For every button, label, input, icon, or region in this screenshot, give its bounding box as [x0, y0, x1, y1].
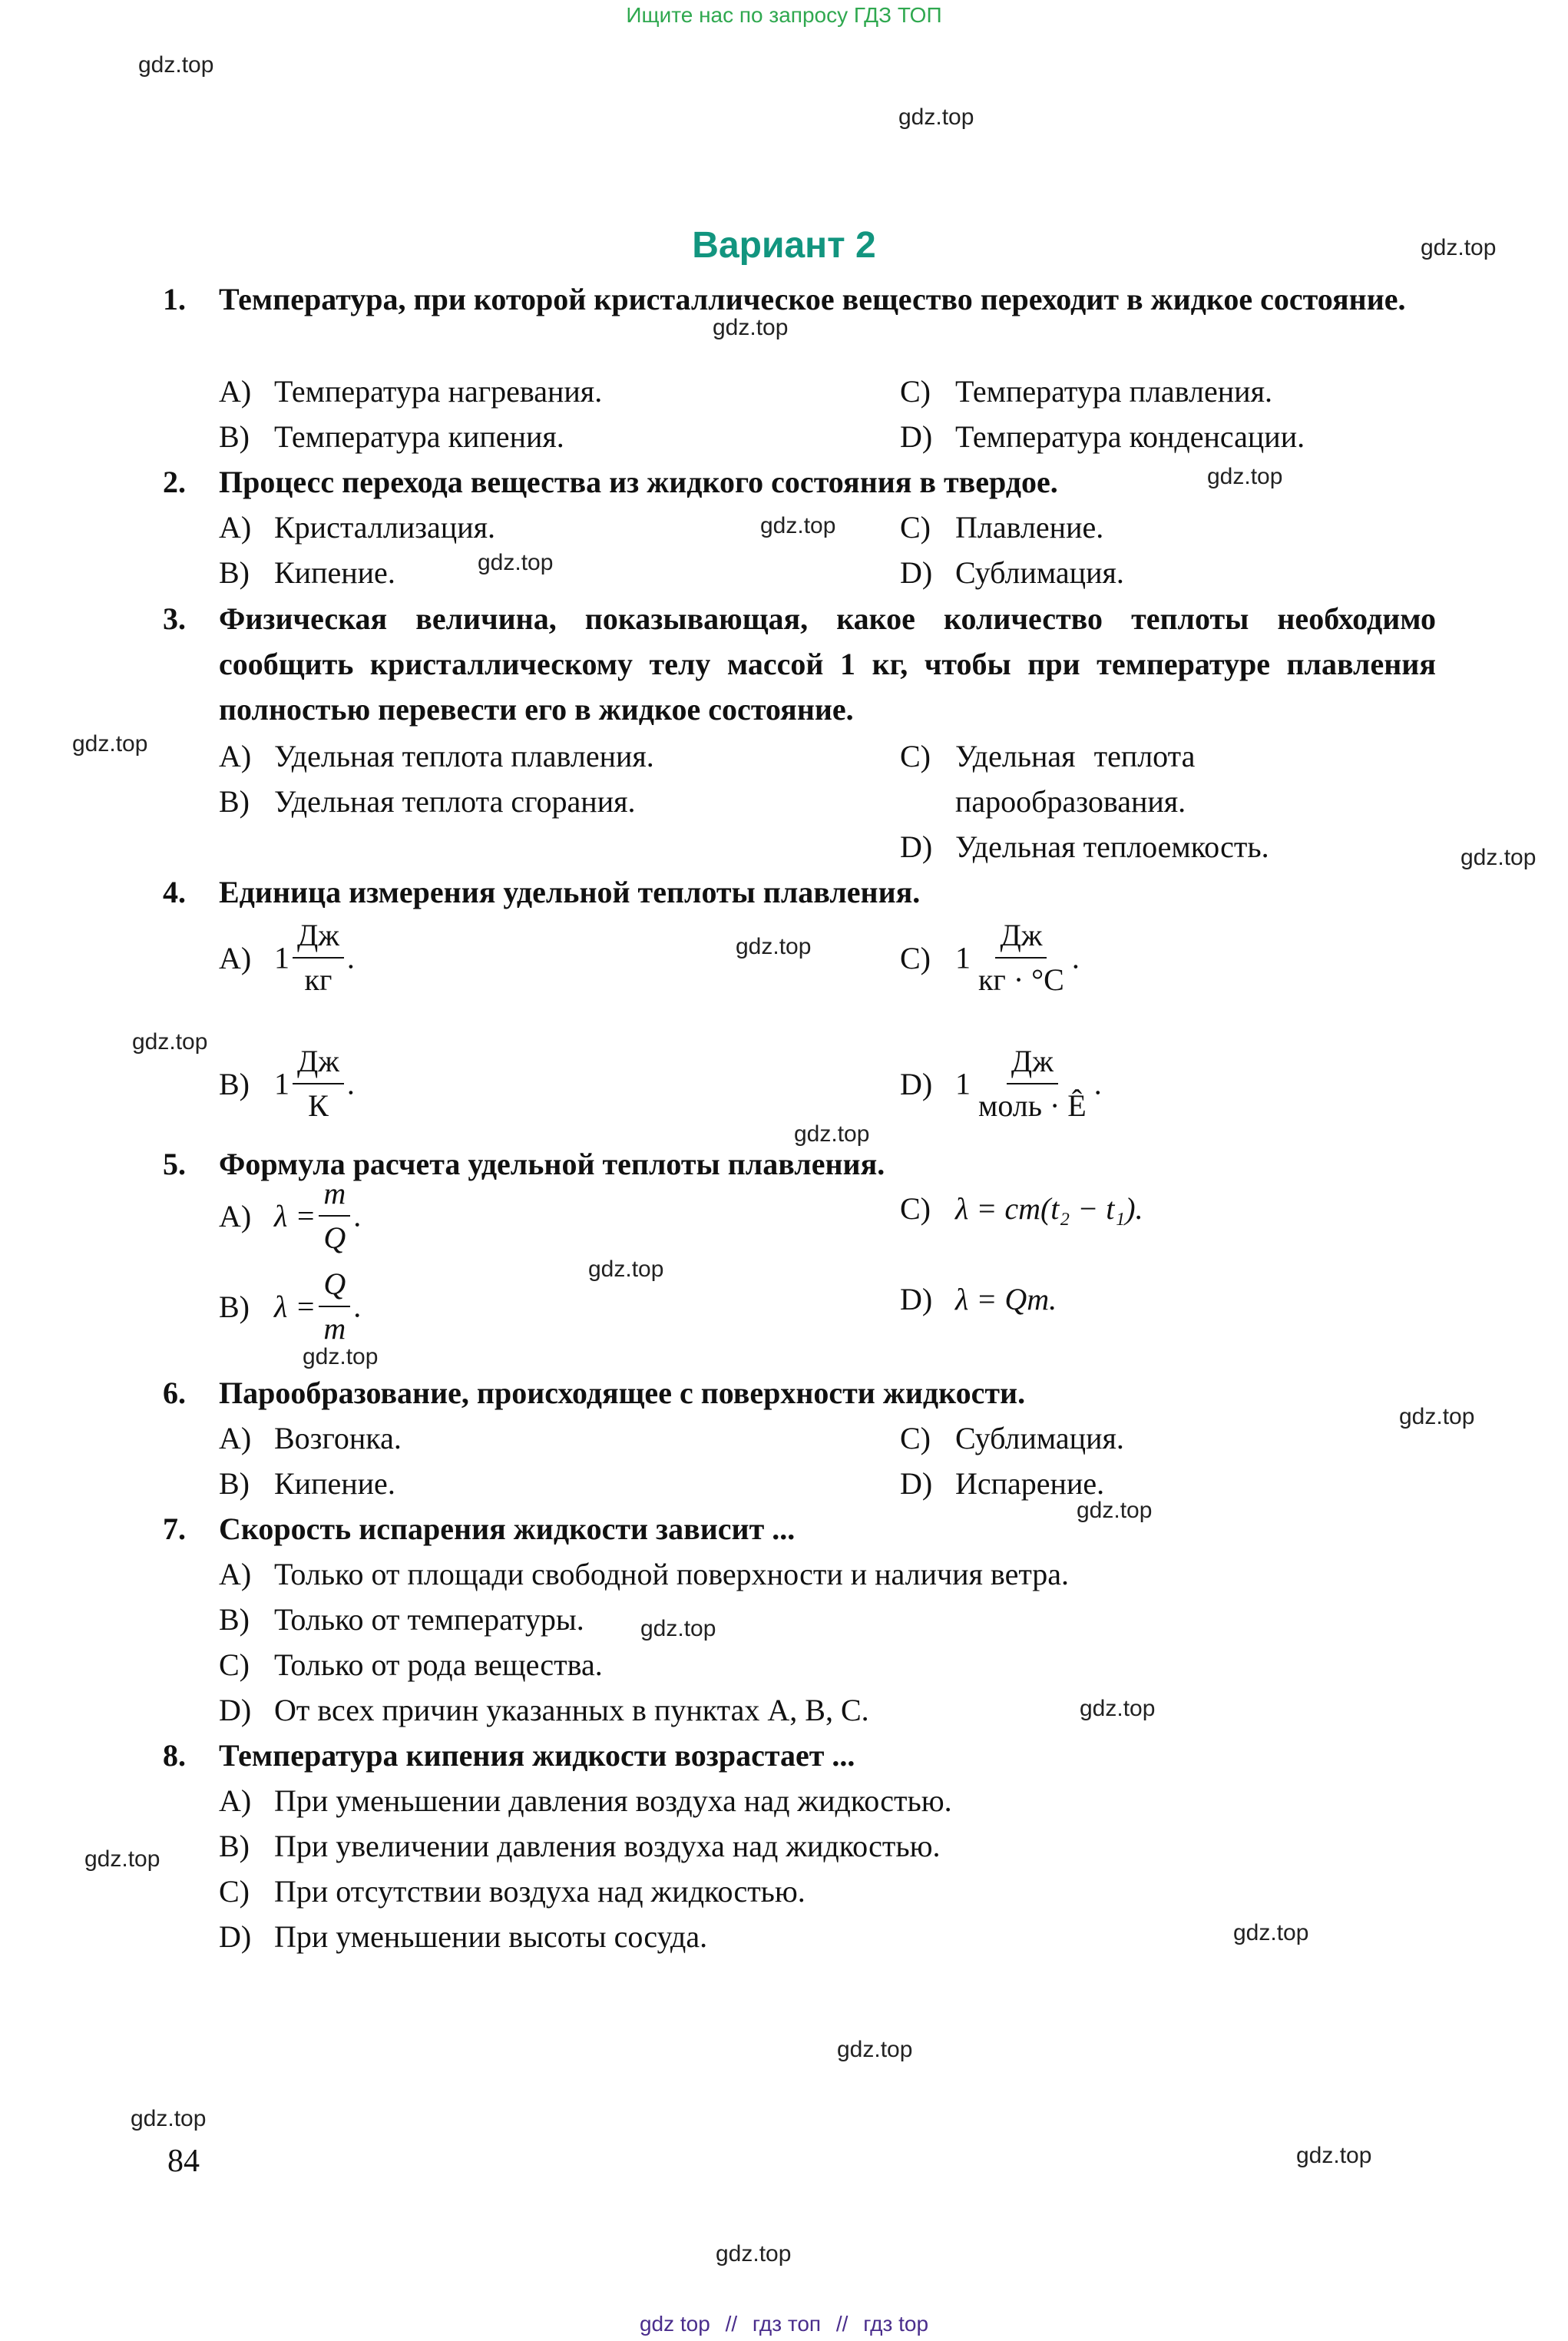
numerator: Дж: [1007, 1041, 1058, 1084]
fraction: [974, 1041, 1091, 1126]
option-d[interactable]: D) 1 $\frac{Дж}{\text{моль · Ê}}$ .: [900, 1041, 1102, 1126]
option-text: При отсутствии воздуха над жидкостью.: [274, 1874, 806, 1909]
fraction: [319, 1264, 350, 1349]
option-b[interactable]: [219, 550, 395, 595]
option-a[interactable]: [219, 369, 602, 414]
watermark: gdz.top: [837, 2037, 913, 2062]
option-b[interactable]: [219, 1461, 395, 1506]
watermark: gdz.top: [1460, 845, 1537, 870]
option-c[interactable]: [900, 505, 1103, 550]
fraction: [293, 916, 344, 1000]
watermark: gdz.top: [794, 1121, 870, 1147]
option-b[interactable]: B) λ = $\frac{Q}{m}$ .: [219, 1264, 361, 1349]
option-d[interactable]: [900, 550, 1124, 595]
watermark: gdz.top: [72, 731, 148, 757]
denominator: кг: [304, 962, 332, 997]
option-c[interactable]: C) 1 $\frac{Дж}{кг \cdot ^\circ С}$ .: [900, 916, 1080, 1000]
coefficient: 1: [955, 940, 971, 975]
footer-links: [0, 2312, 1568, 2336]
option-c[interactable]: [219, 1869, 806, 1914]
option-text: Удельная теплота парообразования.: [955, 739, 1196, 819]
watermark: gdz.top: [716, 2241, 792, 2266]
option-text: Только от рода вещества.: [274, 1647, 603, 1682]
watermark: gdz.top: [1296, 2143, 1372, 2168]
option-letter: A): [219, 374, 252, 409]
question-number: 8.: [163, 1738, 186, 1773]
fraction: [319, 1174, 350, 1258]
option-letter: A): [219, 1557, 252, 1591]
option-letter: B): [219, 1829, 250, 1863]
coefficient: 1: [274, 1066, 289, 1101]
question-text: Единица измерения удельной теплоты плавления.: [219, 875, 921, 909]
option-letter: A): [219, 940, 252, 975]
option-letter: B): [219, 784, 250, 819]
denominator: m: [323, 1311, 346, 1346]
numerator: Дж: [293, 916, 344, 959]
denominator: кг · °С: [978, 962, 1064, 997]
denominator: К: [308, 1088, 329, 1123]
option-text: При увеличении давления воздуха над жидкостью.: [274, 1829, 941, 1863]
option-a[interactable]: [219, 1778, 952, 1823]
option-c[interactable]: [900, 1186, 1143, 1231]
option-letter: B): [219, 1466, 250, 1501]
option-a[interactable]: [219, 505, 495, 550]
footer-separator: //: [835, 2312, 849, 2336]
watermark: gdz.top: [303, 1344, 379, 1369]
option-letter: A): [219, 739, 252, 773]
coefficient: 1: [274, 940, 289, 975]
fraction: [974, 916, 1069, 1000]
option-d[interactable]: [900, 1276, 1057, 1322]
question-6: [0, 1370, 1568, 1416]
question-number: 7.: [163, 1512, 186, 1546]
option-text: Только от площади свободной поверхности и наличия ветра.: [274, 1557, 1070, 1591]
numerator: Дж: [995, 916, 1047, 959]
option-letter: A): [219, 1421, 252, 1455]
option-text: Температура нагревания.: [274, 374, 603, 409]
option-c[interactable]: [900, 1416, 1124, 1461]
footer-link[interactable]: гдз top: [863, 2312, 929, 2336]
option-a[interactable]: A) λ = $\frac{m}{Q}$ .: [219, 1174, 361, 1258]
watermark: gdz.top: [478, 550, 554, 575]
watermark: gdz.top: [84, 1846, 160, 1872]
question-3: [0, 596, 1568, 734]
footer-link[interactable]: гдз топ: [752, 2312, 822, 2336]
formula: λ = cm(t₂ − t₁).: [955, 1191, 1143, 1226]
question-number: 1.: [163, 282, 186, 316]
watermark: gdz.top: [640, 1616, 716, 1641]
option-text: Испарение.: [955, 1466, 1105, 1501]
question-text: Формула расчета удельной теплоты плавления.: [219, 1147, 885, 1181]
watermark: gdz.top: [588, 1257, 664, 1282]
watermark: gdz.top: [1399, 1404, 1475, 1429]
option-d[interactable]: [900, 824, 1269, 869]
option-d[interactable]: [219, 1687, 869, 1733]
option-c[interactable]: [900, 733, 1437, 824]
question-1: [0, 276, 1568, 376]
option-c[interactable]: [900, 369, 1272, 414]
option-text: Сублимация.: [955, 555, 1124, 590]
question-text: Температура кипения жидкости возрастает ...: [219, 1738, 855, 1773]
question-text: Процесс перехода вещества из жидкого состояния в твердое.: [219, 465, 1058, 499]
option-letter: C): [219, 1647, 250, 1682]
footer-link[interactable]: gdz top: [639, 2312, 710, 2336]
option-text: При уменьшении высоты сосуда.: [274, 1919, 708, 1954]
fraction: [293, 1041, 344, 1126]
option-text: Кристаллизация.: [274, 510, 496, 545]
option-letter: D): [900, 555, 933, 590]
option-letter: B): [219, 1289, 250, 1324]
question-text: Физическая величина, показывающая, какое количество теплоты необходимо сообщить кристаллическому телу массой 1 кг, чтобы при температуре плавления полностью перевести его в жидкое состояние.: [219, 601, 1436, 727]
watermark: gdz.top: [131, 2106, 207, 2131]
question-number: 3.: [163, 601, 186, 636]
option-a[interactable]: [219, 1416, 402, 1461]
watermark: gdz.top: [1080, 1696, 1156, 1721]
watermark: gdz.top: [1207, 464, 1283, 489]
watermark: gdz.top: [138, 52, 214, 78]
option-text: Кипение.: [274, 555, 395, 590]
option-letter: C): [900, 1421, 931, 1455]
question-text: Парообразование, происходящее с поверхности жидкости.: [219, 1376, 1026, 1410]
option-letter: C): [900, 510, 931, 545]
option-text: От всех причин указанных в пунктах А, В, С.: [274, 1693, 869, 1727]
option-a[interactable]: A) 1 $\frac{Дж}{кг}$ .: [219, 916, 355, 1000]
watermark: gdz.top: [1233, 1920, 1309, 1945]
question-7: [0, 1506, 1568, 1551]
option-letter: C): [900, 739, 931, 773]
option-letter: B): [219, 1066, 250, 1101]
option-text: Удельная теплоемкость.: [955, 829, 1269, 864]
option-letter: C): [900, 1191, 931, 1226]
watermark: gdz.top: [1077, 1498, 1153, 1523]
question-8: [0, 1733, 1568, 1778]
option-text: Возгонка.: [274, 1421, 402, 1455]
option-letter: A): [219, 510, 252, 545]
option-b[interactable]: [219, 414, 564, 459]
question-number: 6.: [163, 1376, 186, 1410]
page-title: Вариант 2: [692, 225, 876, 266]
numerator: m: [319, 1174, 350, 1217]
formula: λ = Qm.: [955, 1282, 1057, 1316]
option-letter: D): [900, 829, 933, 864]
watermark: gdz.top: [132, 1029, 208, 1055]
page-number: 84: [167, 2144, 200, 2179]
option-b[interactable]: [219, 1823, 940, 1869]
option-text: Удельная теплота сгорания.: [274, 784, 636, 819]
footer-separator: //: [725, 2312, 738, 2336]
question-number: 4.: [163, 875, 186, 909]
numerator: Дж: [293, 1041, 344, 1084]
option-letter: D): [219, 1693, 252, 1727]
option-letter: D): [900, 1282, 933, 1316]
option-text: Температура конденсации.: [955, 419, 1305, 454]
option-text: Плавление.: [955, 510, 1104, 545]
watermark: gdz.top: [898, 104, 974, 130]
option-letter: D): [219, 1919, 252, 1954]
numerator: Q: [319, 1264, 350, 1307]
watermark: gdz.top: [736, 934, 812, 959]
option-b[interactable]: [219, 1597, 584, 1642]
option-text: Сублимация.: [955, 1421, 1124, 1455]
option-d[interactable]: [219, 1914, 707, 1959]
option-text: Кипение.: [274, 1466, 395, 1501]
option-letter: D): [900, 419, 933, 454]
option-text: Только от температуры.: [274, 1602, 584, 1637]
option-letter: B): [219, 419, 250, 454]
option-letter: D): [900, 1066, 933, 1101]
option-d[interactable]: [900, 1461, 1104, 1506]
option-letter: B): [219, 555, 250, 590]
option-c[interactable]: [219, 1642, 603, 1687]
option-letter: C): [900, 374, 931, 409]
question-4: [0, 869, 1568, 915]
option-d[interactable]: [900, 414, 1305, 459]
option-letter: C): [219, 1874, 250, 1909]
watermark: gdz.top: [1421, 235, 1497, 260]
top-banner[interactable]: Ищите нас по запросу ГДЗ ТОП: [626, 3, 942, 27]
question-number: 5.: [163, 1147, 186, 1181]
question-text: Температура, при которой кристаллическое вещество переходит в жидкое состояние.: [219, 282, 1406, 316]
question-number: 2.: [163, 465, 186, 499]
option-b[interactable]: B) 1 $\frac{Дж}{К}$ .: [219, 1041, 355, 1126]
watermark: gdz.top: [760, 513, 836, 538]
option-text: При уменьшении давления воздуха над жидкостью.: [274, 1783, 952, 1818]
option-a[interactable]: [219, 733, 654, 779]
option-letter: C): [900, 940, 931, 975]
formula-lhs: λ =: [274, 1198, 316, 1233]
option-text: Температура кипения.: [274, 419, 564, 454]
formula-lhs: λ =: [274, 1289, 316, 1324]
option-a[interactable]: [219, 1551, 1069, 1597]
option-letter: B): [219, 1602, 250, 1637]
option-letter: A): [219, 1783, 252, 1818]
question-2: [0, 459, 1568, 505]
option-text: Температура плавления.: [955, 374, 1272, 409]
watermark: gdz.top: [713, 315, 789, 340]
option-b[interactable]: [219, 779, 636, 824]
option-letter: A): [219, 1198, 252, 1233]
question-text: Скорость испарения жидкости зависит ...: [219, 1512, 796, 1546]
coefficient: 1: [955, 1066, 971, 1101]
option-letter: D): [900, 1466, 933, 1501]
denominator: моль · Ê: [978, 1088, 1087, 1123]
option-text: Удельная теплота плавления.: [274, 739, 654, 773]
denominator: Q: [323, 1220, 346, 1255]
